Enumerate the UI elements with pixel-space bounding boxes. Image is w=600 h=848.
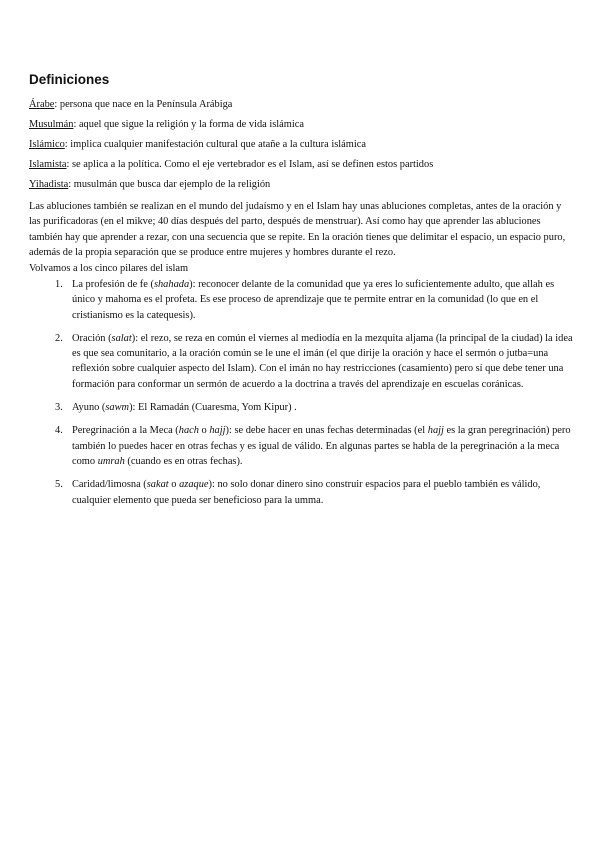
text-run: ): reconocer delante de la comunidad que ya eres lo suficientemente adulto, que allah es único y mahoma es el profeta. Es ese proceso de aprendizaje que te permite entrar en la comunidad (lo que en el cristianismo es la catequesis). <box>72 279 555 321</box>
text-run: La profesión de fe ( <box>72 279 154 290</box>
definition-term: Islámico <box>29 139 65 150</box>
definition-islamista <box>29 158 574 171</box>
text-run: (cuando es en otras fechas). <box>124 455 243 467</box>
list-text <box>72 400 574 415</box>
definition-term: Yihadista <box>29 179 69 190</box>
abluciones-paragraph <box>29 199 574 276</box>
pillars-list <box>29 277 574 516</box>
italic-term: hach <box>178 425 199 437</box>
definition-text: : implica cualquier manifestación cultural que atañe a la cultura islámica <box>64 139 366 150</box>
list-item <box>29 277 574 323</box>
text-run: es la gran peregrinación) pero también lo puedes hacer en otras fechas y es igual de válido. En algunas partes se habla de la peregrinación a la meca como <box>72 425 571 467</box>
italic-term: sawm <box>105 402 130 414</box>
definition-text: : aquel que sigue la religión y la forma de vida islámica <box>73 119 304 130</box>
definition-text: : persona que nace en la Península Arábiga <box>54 99 233 110</box>
text-run: ): se debe hacer en unas fechas determinadas (el <box>225 425 428 437</box>
list-text <box>72 477 574 508</box>
definition-term: Musulmán <box>29 119 74 130</box>
list-item <box>29 400 574 415</box>
text-run: Peregrinación a la Meca ( <box>72 425 179 437</box>
text-run: ): el rezo, se reza en común el viernes al mediodía en la mezquita aljama (la principal de la ciudad) la idea es que sea comunitario, a la oración común se le une el imán (el que dirije la oración y hace el sermón o jutba=una reflexión sobre cualquier aspecto del Islam). Con el imán no hay restricciones (casamiento) pero sí que debe tener una formación para conformar un sermón de acuerdo a la doctrina a través del aprendizaje en escuelas coránicas. <box>72 332 573 390</box>
list-number: 4. <box>55 425 63 437</box>
paragraph-text: Las abluciones también se realizan en el mundo del judaísmo y en el Islam hay unas abluciones completas, antes de la oración y las purificadoras (en el mikve; 40 días después del parto, después de menstruar). Así como hay que aprender las abluciones también hay que aprender a rezar, con una secuencia que se repite. En la oración tienes que delimitar el espacio, un espacio puro, además de la propia separación que se produce entre mujeres y hombres durante el rezo. <box>29 201 566 259</box>
italic-term: salat <box>111 332 132 344</box>
text-run: ): no solo donar dinero sino construir espacios para el pueblo también es válido, cualquier elemento que pueda ser beneficioso para la umma. <box>72 479 541 506</box>
italic-term: hajj <box>209 425 226 437</box>
list-text <box>72 277 574 323</box>
list-number: 5. <box>55 479 63 491</box>
list-text <box>72 331 574 392</box>
list-number: 1. <box>55 279 63 290</box>
definition-term: Árabe <box>29 99 55 110</box>
definition-term: Islamista <box>29 159 67 170</box>
definition-arabe <box>29 98 574 111</box>
italic-term: sakat <box>146 479 169 491</box>
italic-term: shahada <box>153 279 190 290</box>
definition-text: : musulmán que busca dar ejemplo de la religión <box>68 179 271 190</box>
definition-text: : se aplica a la política. Como el eje vertebrador es el Islam, así se definen estos partidos <box>66 159 434 170</box>
definition-musulman <box>29 118 574 131</box>
list-item <box>29 477 574 508</box>
list-number: 3. <box>55 402 63 414</box>
page-title: Definiciones <box>29 72 110 87</box>
list-text <box>72 423 574 469</box>
list-item <box>29 331 574 392</box>
text-run: Caridad/limosna ( <box>72 479 147 491</box>
text-run: Ayuno ( <box>72 402 106 414</box>
text-run: ): El Ramadán (Cuaresma, Yom Kipur) . <box>129 402 297 414</box>
list-item <box>29 423 574 469</box>
paragraph-line2: Volvamos a los cinco pilares del islam <box>29 262 189 274</box>
definition-yihadista <box>29 178 574 191</box>
list-number: 2. <box>55 332 63 344</box>
italic-term: umrah <box>97 455 125 467</box>
text-run: Oración ( <box>72 332 112 344</box>
text-run: o <box>168 479 180 491</box>
italic-term: azaque <box>179 479 209 491</box>
italic-term: hajj <box>427 425 444 437</box>
text-run: o <box>198 425 210 437</box>
definition-islamico <box>29 138 574 151</box>
